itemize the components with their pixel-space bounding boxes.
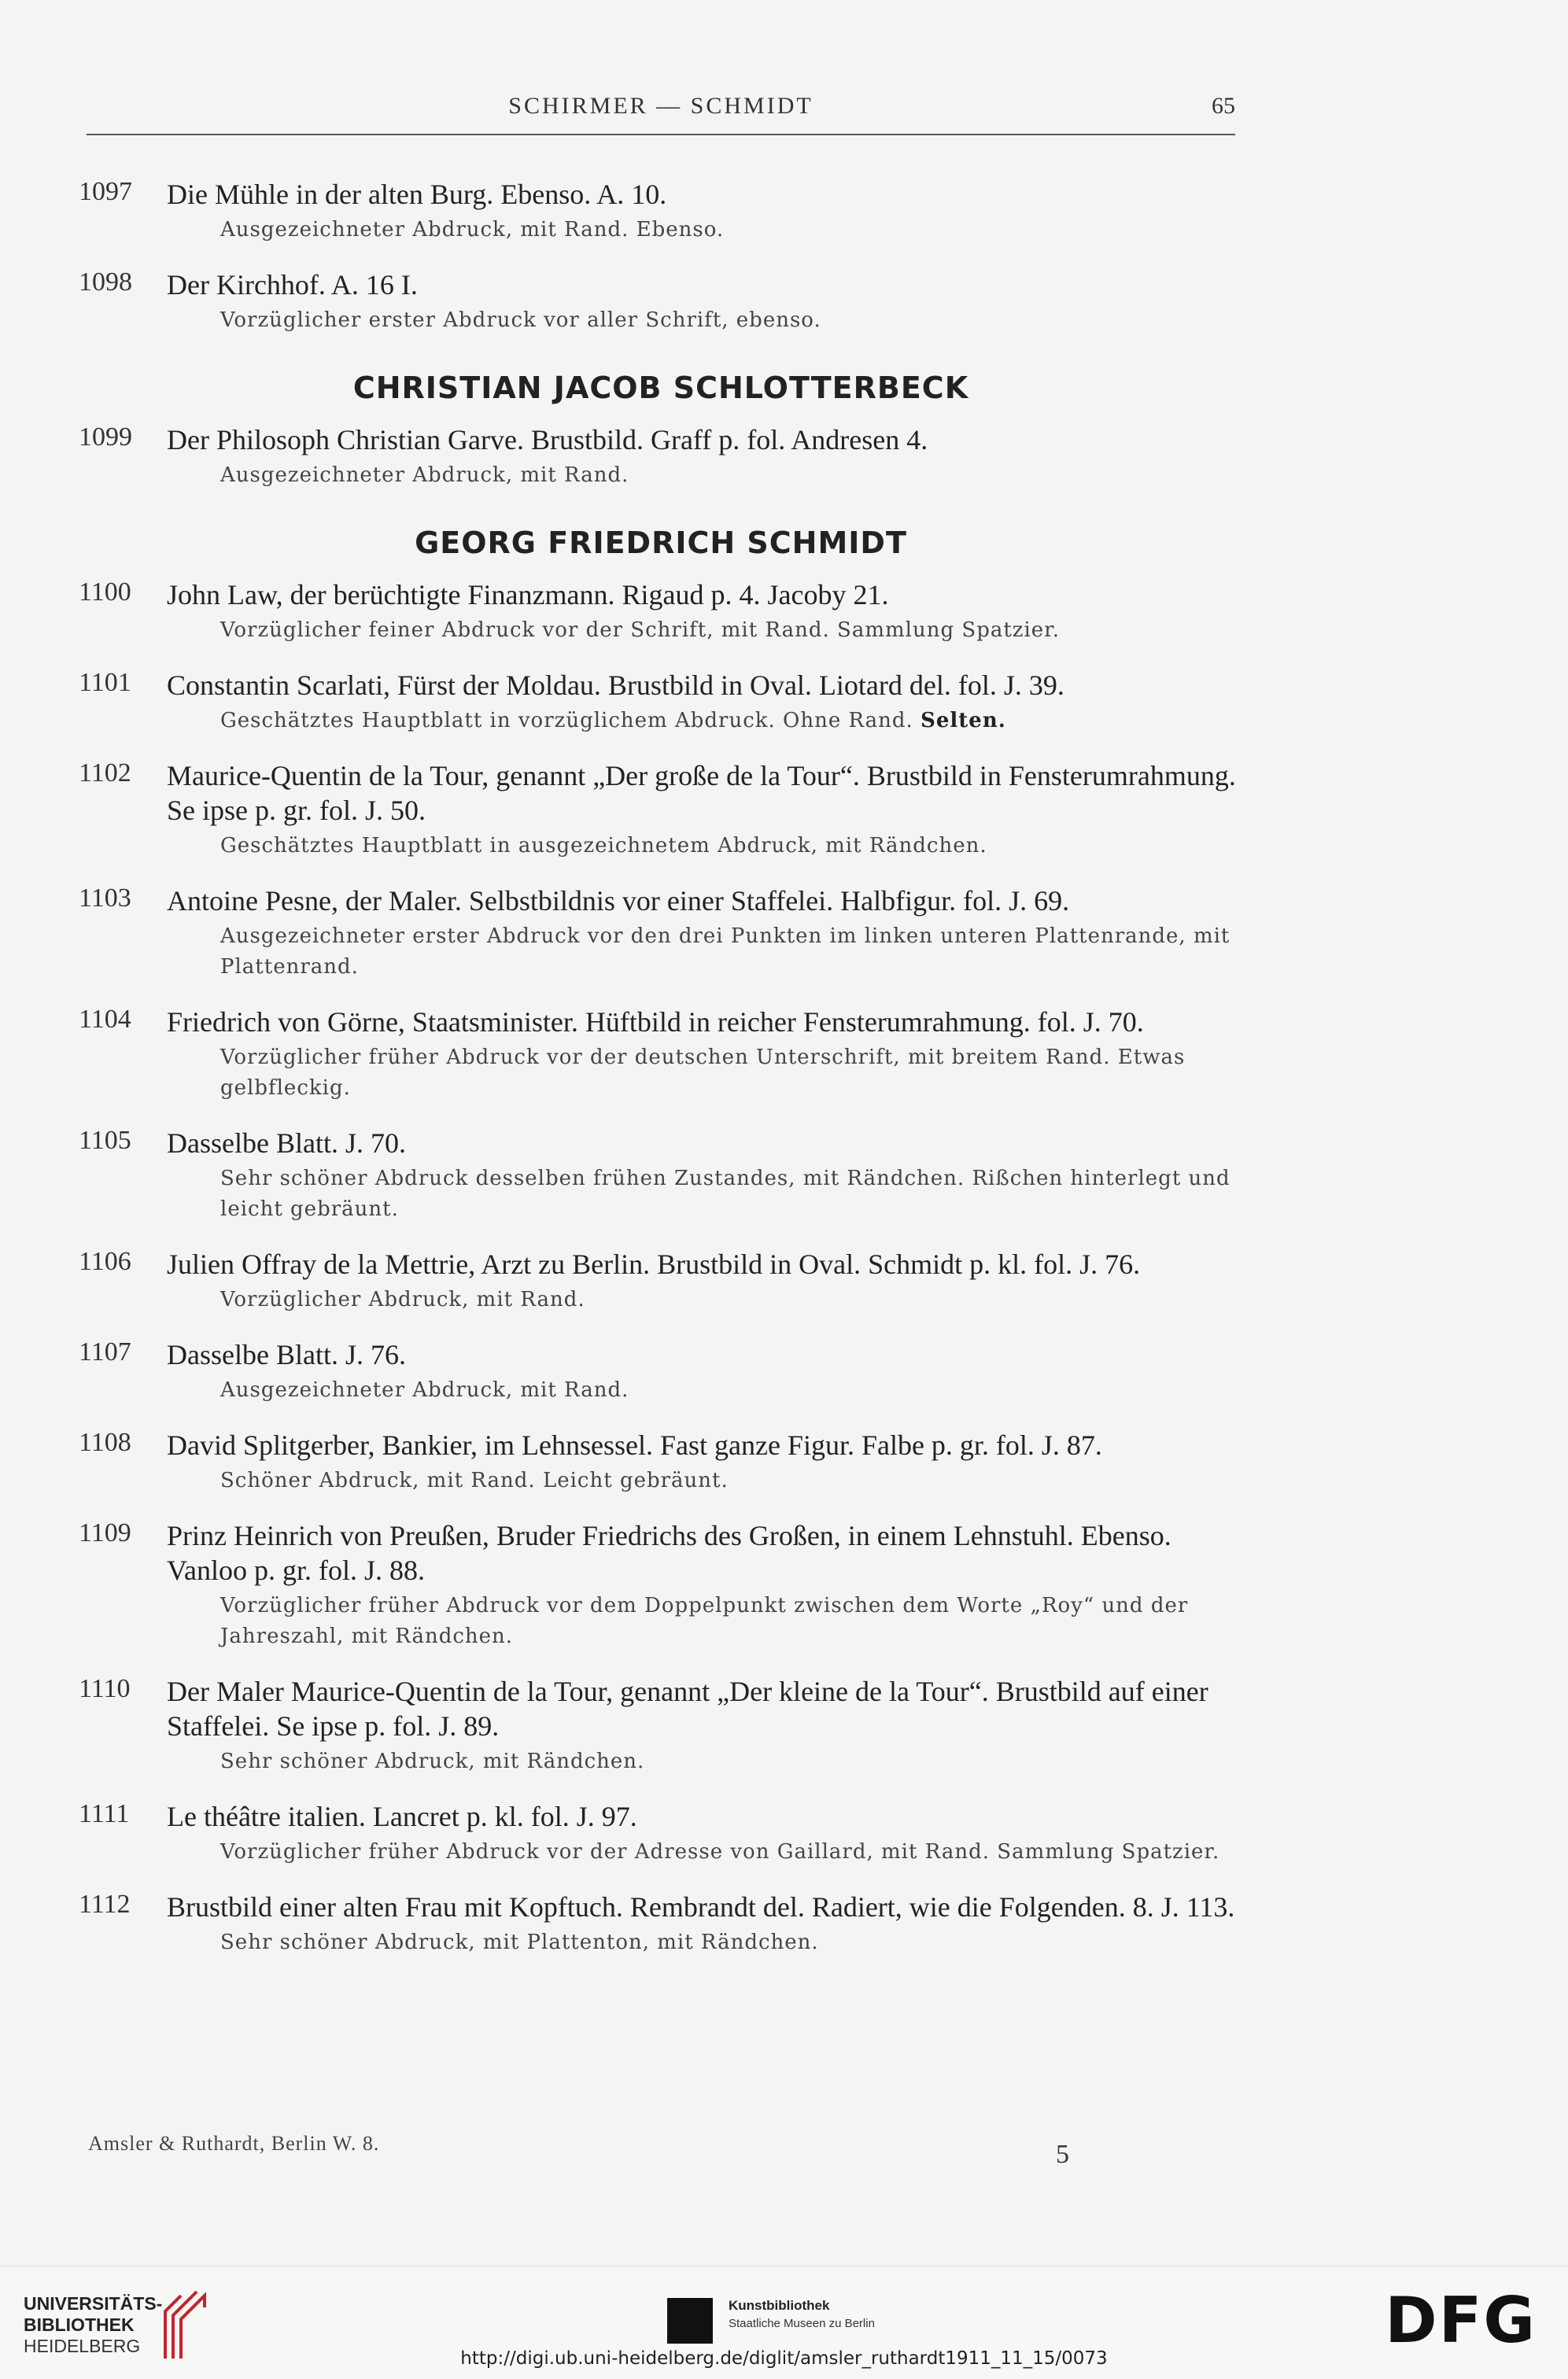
lot-note: Schöner Abdruck, mit Rand. Leicht gebräunt.: [220, 1469, 729, 1492]
artist-heading: CHRISTIAN JACOB SCHLOTTERBECK: [352, 371, 969, 405]
lot-title: Le théâtre italien. Lancret p. kl. fol. J. 97.: [167, 1801, 637, 1832]
sheet-signature: 5: [1056, 2140, 1069, 2169]
lot-number: 1107: [79, 1337, 131, 1367]
library-name-line3: HEIDELBERG: [24, 2336, 141, 2356]
lot-number: 1102: [79, 758, 131, 787]
running-header: [87, 93, 1235, 135]
page-number: 65: [1212, 93, 1235, 119]
catalog-entry: [79, 422, 1243, 491]
catalog-entry: [79, 1005, 1243, 1104]
catalog-entry: [79, 1890, 1243, 1958]
lot-title: Antoine Pesne, der Maler. Selbstbildnis vor einer Staffelei. Halbfigur. fol. J. 69.: [167, 885, 1070, 917]
lot-note: Ausgezeichneter erster Abdruck vor den drei Punkten im linken unteren Plattenrande, mit Plattenrand.: [220, 924, 1230, 979]
lot-title: Friedrich von Görne, Staatsminister. Hüftbild in reicher Fensterumrahmung. fol. J. 70.: [167, 1006, 1144, 1038]
lot-note: Ausgezeichneter Abdruck, mit Rand.: [220, 463, 629, 487]
lot-title: Dasselbe Blatt. J. 70.: [167, 1127, 406, 1159]
lot-number: 1103: [79, 883, 131, 913]
lot-number: 1111: [79, 1799, 130, 1828]
catalog-entry: [79, 1799, 1243, 1868]
lot-note: Vorzüglicher Abdruck, mit Rand.: [220, 1288, 585, 1311]
lot-note: Vorzüglicher früher Abdruck vor der Adresse von Gaillard, mit Rand. Sammlung Spatzier.: [220, 1840, 1220, 1864]
lot-note: Vorzüglicher früher Abdruck vor dem Doppelpunkt zwischen dem Worte „Roy“ und der Jahreszahl, mit Rändchen.: [220, 1594, 1189, 1648]
permalink-url[interactable]: http://digi.ub.uni-heidelberg.de/diglit/amsler_ruthardt1911_11_15/0073: [460, 2348, 1108, 2369]
running-title: SCHIRMER — SCHMIDT: [508, 93, 814, 119]
artist-heading: GEORG FRIEDRICH SCHMIDT: [415, 526, 907, 560]
lot-note: Sehr schöner Abdruck desselben frühen Zustandes, mit Rändchen. Rißchen hinterlegt und leicht gebräunt.: [220, 1167, 1230, 1221]
catalog-entry: [79, 577, 1243, 646]
lot-number: 1101: [79, 668, 131, 697]
lot-number: 1099: [79, 422, 132, 452]
catalog-entry: [79, 1518, 1243, 1652]
dfg-logo: DFG: [1385, 2284, 1537, 2357]
lot-title: Maurice-Quentin de la Tour, genannt „Der große de la Tour“. Brustbild in Fensterumrahmung. Se ipse p. gr. fol. J. 50.: [167, 760, 1236, 826]
catalog-entry: [79, 758, 1243, 861]
lot-number: 1112: [79, 1890, 131, 1919]
library-name-line2: BIBLIOTHEK: [24, 2314, 135, 2335]
printer-imprint: Amsler & Ruthardt, Berlin W. 8.: [88, 2132, 380, 2155]
lot-title: David Splitgerber, Bankier, im Lehnsessel. Fast ganze Figur. Falbe p. gr. fol. J. 87.: [167, 1429, 1102, 1461]
catalog-entry: [79, 267, 1243, 336]
lot-number: 1106: [79, 1247, 131, 1276]
digitization-footer: [0, 2266, 1568, 2379]
museum-emblem-icon: [667, 2298, 713, 2344]
lot-note: [167, 706, 1243, 736]
catalog-entry: [79, 668, 1243, 736]
catalog-entry: [79, 883, 1243, 983]
lot-title: Der Maler Maurice-Quentin de la Tour, genannt „Der kleine de la Tour“. Brustbild auf einer Staffelei. Se ipse p. fol. J. 89.: [167, 1676, 1208, 1742]
lot-title: Dasselbe Blatt. J. 76.: [167, 1339, 406, 1370]
lot-note: Vorzüglicher erster Abdruck vor aller Schrift, ebenso.: [220, 308, 821, 332]
lot-title: Prinz Heinrich von Preußen, Bruder Friedrichs des Großen, in einem Lehnstuhl. Ebenso. Vanloo p. gr. fol. J. 88.: [167, 1520, 1171, 1586]
lot-number: 1109: [79, 1518, 131, 1547]
lot-title: Constantin Scarlati, Fürst der Moldau. Brustbild in Oval. Liotard del. fol. J. 39.: [167, 669, 1064, 701]
lot-note-text: Geschätztes Hauptblatt in vorzüglichem Abdruck. Ohne Rand.: [220, 709, 913, 732]
lot-note: Sehr schöner Abdruck, mit Rändchen.: [220, 1750, 645, 1773]
lot-title: Die Mühle in der alten Burg. Ebenso. A. 10.: [167, 179, 667, 210]
library-name-line1: UNIVERSITÄTS-: [24, 2293, 163, 2314]
lot-number: 1108: [79, 1428, 131, 1457]
lot-note: Vorzüglicher früher Abdruck vor der deutschen Unterschrift, mit breitem Rand. Etwas gelbfleckig.: [220, 1046, 1186, 1100]
lot-note: Sehr schöner Abdruck, mit Plattenton, mit Rändchen.: [220, 1931, 819, 1954]
lot-title: Brustbild einer alten Frau mit Kopftuch. Rembrandt del. Radiert, wie die Folgenden. 8. J. 113.: [167, 1891, 1235, 1923]
lot-title: Julien Offray de la Mettrie, Arzt zu Berlin. Brustbild in Oval. Schmidt p. kl. fol. J. 76.: [167, 1249, 1141, 1280]
lot-title: Der Kirchhof. A. 16 I.: [167, 269, 418, 301]
rarity-label: Selten.: [921, 709, 1006, 732]
museum-name: Kunstbibliothek: [729, 2298, 830, 2313]
catalog-content: [79, 177, 1243, 1980]
lot-number: 1110: [79, 1674, 131, 1703]
catalog-entry: [79, 1247, 1243, 1315]
lot-note: Vorzüglicher feiner Abdruck vor der Schrift, mit Rand. Sammlung Spatzier.: [220, 618, 1061, 642]
lot-note: Ausgezeichneter Abdruck, mit Rand. Ebenso.: [220, 218, 725, 242]
lot-number: 1104: [79, 1005, 131, 1034]
lot-title: Der Philosoph Christian Garve. Brustbild. Graff p. fol. Andresen 4.: [167, 424, 928, 456]
lot-number: 1100: [79, 577, 131, 607]
museum-subtitle: Staatliche Museen zu Berlin: [729, 2317, 875, 2330]
catalog-entry: [79, 1674, 1243, 1777]
lot-title: John Law, der berüchtigte Finanzmann. Rigaud p. 4. Jacoby 21.: [167, 579, 889, 610]
catalog-entry: [79, 1337, 1243, 1406]
catalog-entry: [79, 177, 1243, 245]
lot-note: Geschätztes Hauptblatt in ausgezeichnetem Abdruck, mit Rändchen.: [220, 834, 987, 858]
library-logo-text: [24, 2293, 162, 2357]
catalog-entry: [79, 1126, 1243, 1225]
catalog-entry: [79, 1428, 1243, 1496]
lot-number: 1097: [79, 177, 132, 206]
lot-note: Ausgezeichneter Abdruck, mit Rand.: [220, 1378, 629, 1402]
lot-number: 1105: [79, 1126, 131, 1155]
lot-number: 1098: [79, 267, 132, 297]
